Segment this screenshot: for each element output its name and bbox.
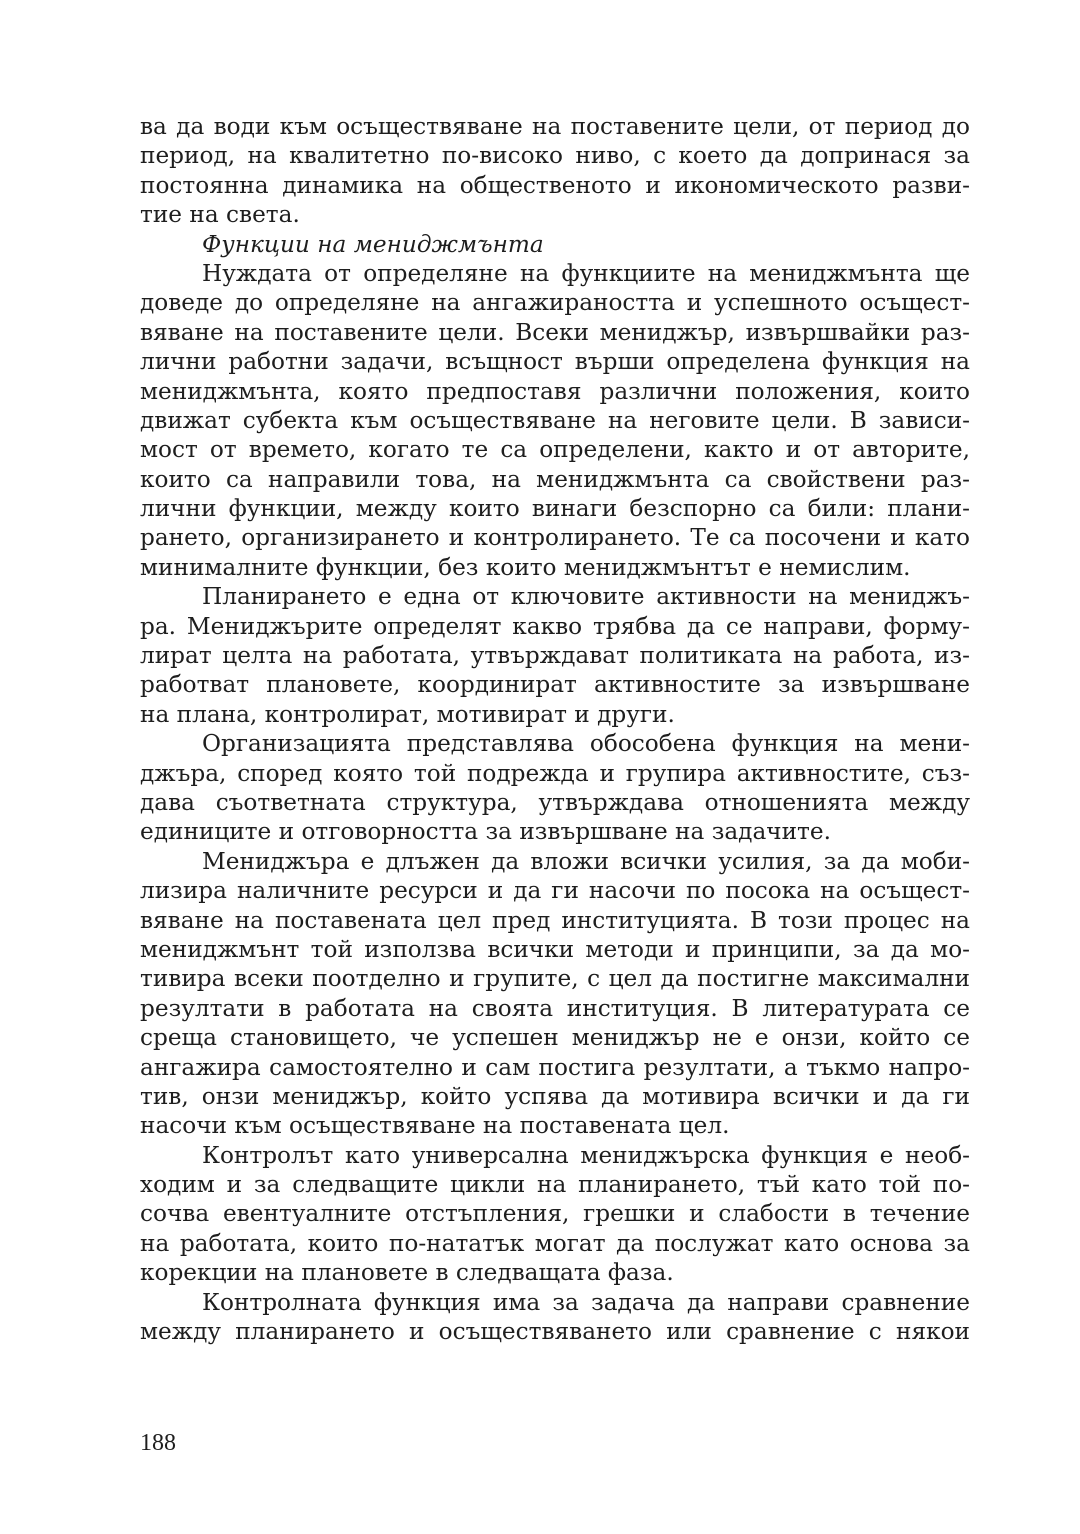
text-line: лизира наличните ресурси и да ги насочи по посока на осъщест- [140,877,970,905]
text-line: лични функции, между които винаги безспорно са били: плани- [140,495,970,523]
paragraph-first-line: Планирането е една от ключовите активности на мениджъ- [202,583,970,611]
text-line: постоянна динамика на общественото и икономическото разви- [140,171,970,199]
text-line: ва да води към осъществяване на поставените цели, от период до [140,113,970,140]
text-line: ангажира самостоятелно и сам постига резултати, а тъкмо напро- [140,1053,970,1081]
text-line: сочва евентуалните отстъпления, грешки и слабости в течение [140,1200,970,1228]
paragraph-first-line: Организацията представлява обособена функция на мени- [202,730,970,758]
text-line: резултати в работата на своята институция. В литературата се [140,994,970,1022]
text-line: среща становището, че успешен мениджър не е онзи, който се [140,1024,970,1052]
section-heading: Функции на мениджмънта [202,230,544,258]
text-line: тивира всеки поотделно и групите, с цел да постигне максимални [140,965,970,993]
text-line: движат субекта към осъществяване на неговите цели. В зависи- [140,406,970,434]
text-line: мениджмънта, която предпоставя различни положения, които [140,377,970,405]
text-line: ходим и за следващите цикли на планирането, тъй като той по- [140,1171,970,1199]
text-line: на работата, които по-нататък могат да послужат като основа за [140,1229,970,1257]
text-line: тив, онзи мениджър, който успява да мотивира всички и да ги [140,1082,970,1110]
text-line: дава съответната структура, утвърждава отношенията между [140,788,970,816]
text-line: мениджмънт той използва всички методи и принципи, за да мо- [140,935,970,963]
text-line: вяване на поставените цели. Всеки мениджър, извършвайки раз- [140,318,970,346]
paragraph-first-line: Контролната функция има за задача да направи сравнение [202,1288,970,1316]
paragraph-first-line: Контролът като универсална мениджърска функция е необ- [202,1141,970,1169]
text-line: период, на квалитетно по-високо ниво, с което да допринася за [140,142,970,170]
text-line: вяване на поставената цел пред институцията. В този процес на [140,906,970,934]
page-body [140,112,970,1346]
text-line: насочи към осъществяване на поставената цел. [140,1112,730,1140]
paragraph-first-line: Мениджъра е длъжен да вложи всички усилия, за да моби- [202,847,970,875]
text-line: които са направили това, на мениджмънта са свойствени раз- [140,465,970,493]
text-line: на плана, контролират, мотивират и други. [140,700,675,728]
text-line: лични работни задачи, всъщност върши определена функция на [140,348,970,376]
text-line: тие на света. [140,201,300,229]
text-line: минималните функции, без които мениджмънтът е немислим. [140,553,911,581]
page-number: 188 [140,1430,176,1456]
text-line: между планирането и осъществяването или сравнение с някои [140,1318,970,1346]
text-line: единиците и отговорността за извършване на задачите. [140,818,831,846]
text-line: ра. Мениджърите определят какво трябва да се направи, форму- [140,612,970,640]
text-line: рането, организирането и контролирането. Те са посочени и като [140,524,970,552]
text-line: корекции на плановете в следващата фаза. [140,1259,674,1287]
text-line: джъра, според която той подрежда и групира активностите, съз- [140,759,970,787]
paragraph-first-line: Нуждата от определяне на функциите на мениджмънта ще [202,259,970,287]
text-line: лират целта на работата, утвърждават политиката на работа, из- [140,642,970,670]
text-line: работват плановете, координират активностите за извършване [140,671,970,699]
text-line: мост от времето, когато те са определени, както и от авторите, [140,436,970,464]
text-line: доведе до определяне на ангажираността и успешното осъщест- [140,289,970,317]
